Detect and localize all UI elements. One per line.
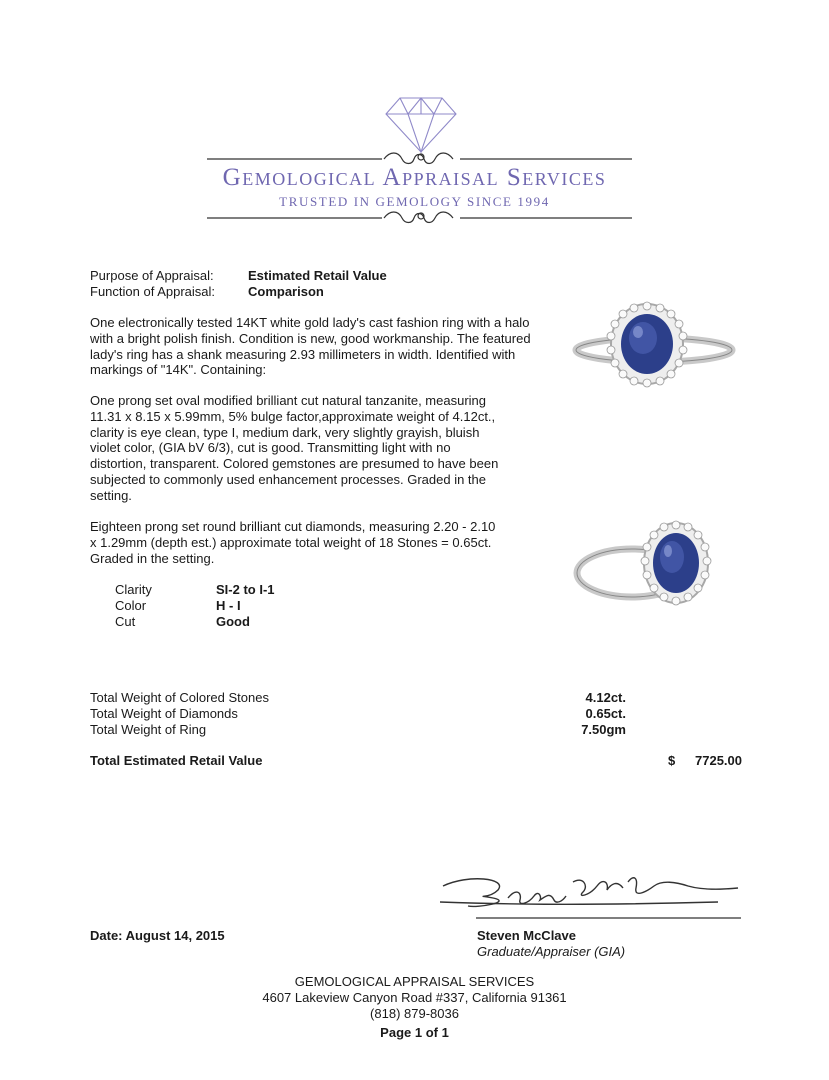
total-value: 7.50gm — [581, 722, 626, 737]
grade-value: H - I — [216, 598, 241, 613]
grading-cut — [115, 614, 250, 630]
total-label: Total Weight of Ring — [90, 722, 207, 737]
grade-value: SI-2 to I-1 — [216, 582, 275, 597]
purpose-label: Purpose of Appraisal: — [90, 268, 214, 283]
grade-label: Cut — [115, 614, 136, 629]
grade-label: Clarity — [115, 582, 152, 597]
appraisal-date: Date: August 14, 2015 — [90, 928, 225, 943]
footer-company: GEMOLOGICAL APPRAISAL SERVICES — [294, 974, 535, 989]
purpose-value: Estimated Retail Value — [248, 268, 387, 283]
appraiser-name: Steven McClave — [477, 928, 576, 943]
function-label: Function of Appraisal: — [90, 284, 216, 299]
description-tanzanite: One prong set oval modified brilliant cut natural tanzanite, measuring 11.31 x 8.15 x 5.99mm, 5% bulge factor,approximate weight of 4.12ct., clarity is eye clean, type I, medium dark, very slightly grayish, bluish violet color, (GIA bV 6/3), cut is good. Transmitting light with no distortion, transparent. Colored gemstones are presumed to have been subjected to commonly used enhancement processes. Graded in the setting. — [90, 393, 499, 503]
function-row — [90, 284, 324, 300]
grade-value: Good — [216, 614, 250, 629]
function-value: Comparison — [248, 284, 324, 299]
top-flourish — [207, 153, 632, 164]
grading-color — [115, 598, 241, 614]
total-label: Total Weight of Diamonds — [90, 706, 238, 721]
purpose-row — [90, 268, 387, 284]
page-number: Page 1 of 1 — [380, 1025, 449, 1040]
retail-value-label: Total Estimated Retail Value — [90, 753, 263, 768]
total-ring-weight — [90, 722, 626, 738]
ring-photo-angle — [572, 515, 732, 615]
total-value: 0.65ct. — [585, 706, 626, 721]
retail-amount: 7725.00 — [695, 753, 742, 768]
footer-phone: (818) 879-8036 — [370, 1006, 459, 1021]
footer-address: 4607 Lakeview Canyon Road #337, California 91361 — [262, 990, 567, 1005]
description-diamonds: Eighteen prong set round brilliant cut diamonds, measuring 2.20 - 2.10 x 1.29mm (depth est.) approximate total weight of 18 Stones = 0.65ct. Graded in the setting. — [90, 519, 496, 566]
ring-photo-front — [572, 300, 737, 400]
grading-clarity — [115, 582, 275, 598]
retail-currency: $ — [668, 753, 676, 768]
total-value: 4.12ct. — [585, 690, 626, 705]
company-tagline: TRUSTED IN GEMOLOGY SINCE 1994 — [279, 194, 550, 209]
bottom-flourish — [207, 212, 632, 223]
company-logo-title: Gemological Appraisal Services — [222, 164, 607, 191]
diamond-logo-icon — [386, 98, 456, 152]
total-label: Total Weight of Colored Stones — [90, 690, 269, 705]
signature-image — [438, 868, 743, 920]
total-colored-stones — [90, 690, 626, 706]
total-diamonds — [90, 706, 626, 722]
appraiser-title: Graduate/Appraiser (GIA) — [477, 944, 626, 959]
description-ring: One electronically tested 14KT white gold lady's cast fashion ring with a halo with a bright polish finish. Condition is new, good workmanship. The featured lady's ring has a shank measuring 2.93 millimeters in width. Identified with markings of "14K". Containing: — [90, 315, 531, 378]
grade-label: Color — [115, 598, 147, 613]
